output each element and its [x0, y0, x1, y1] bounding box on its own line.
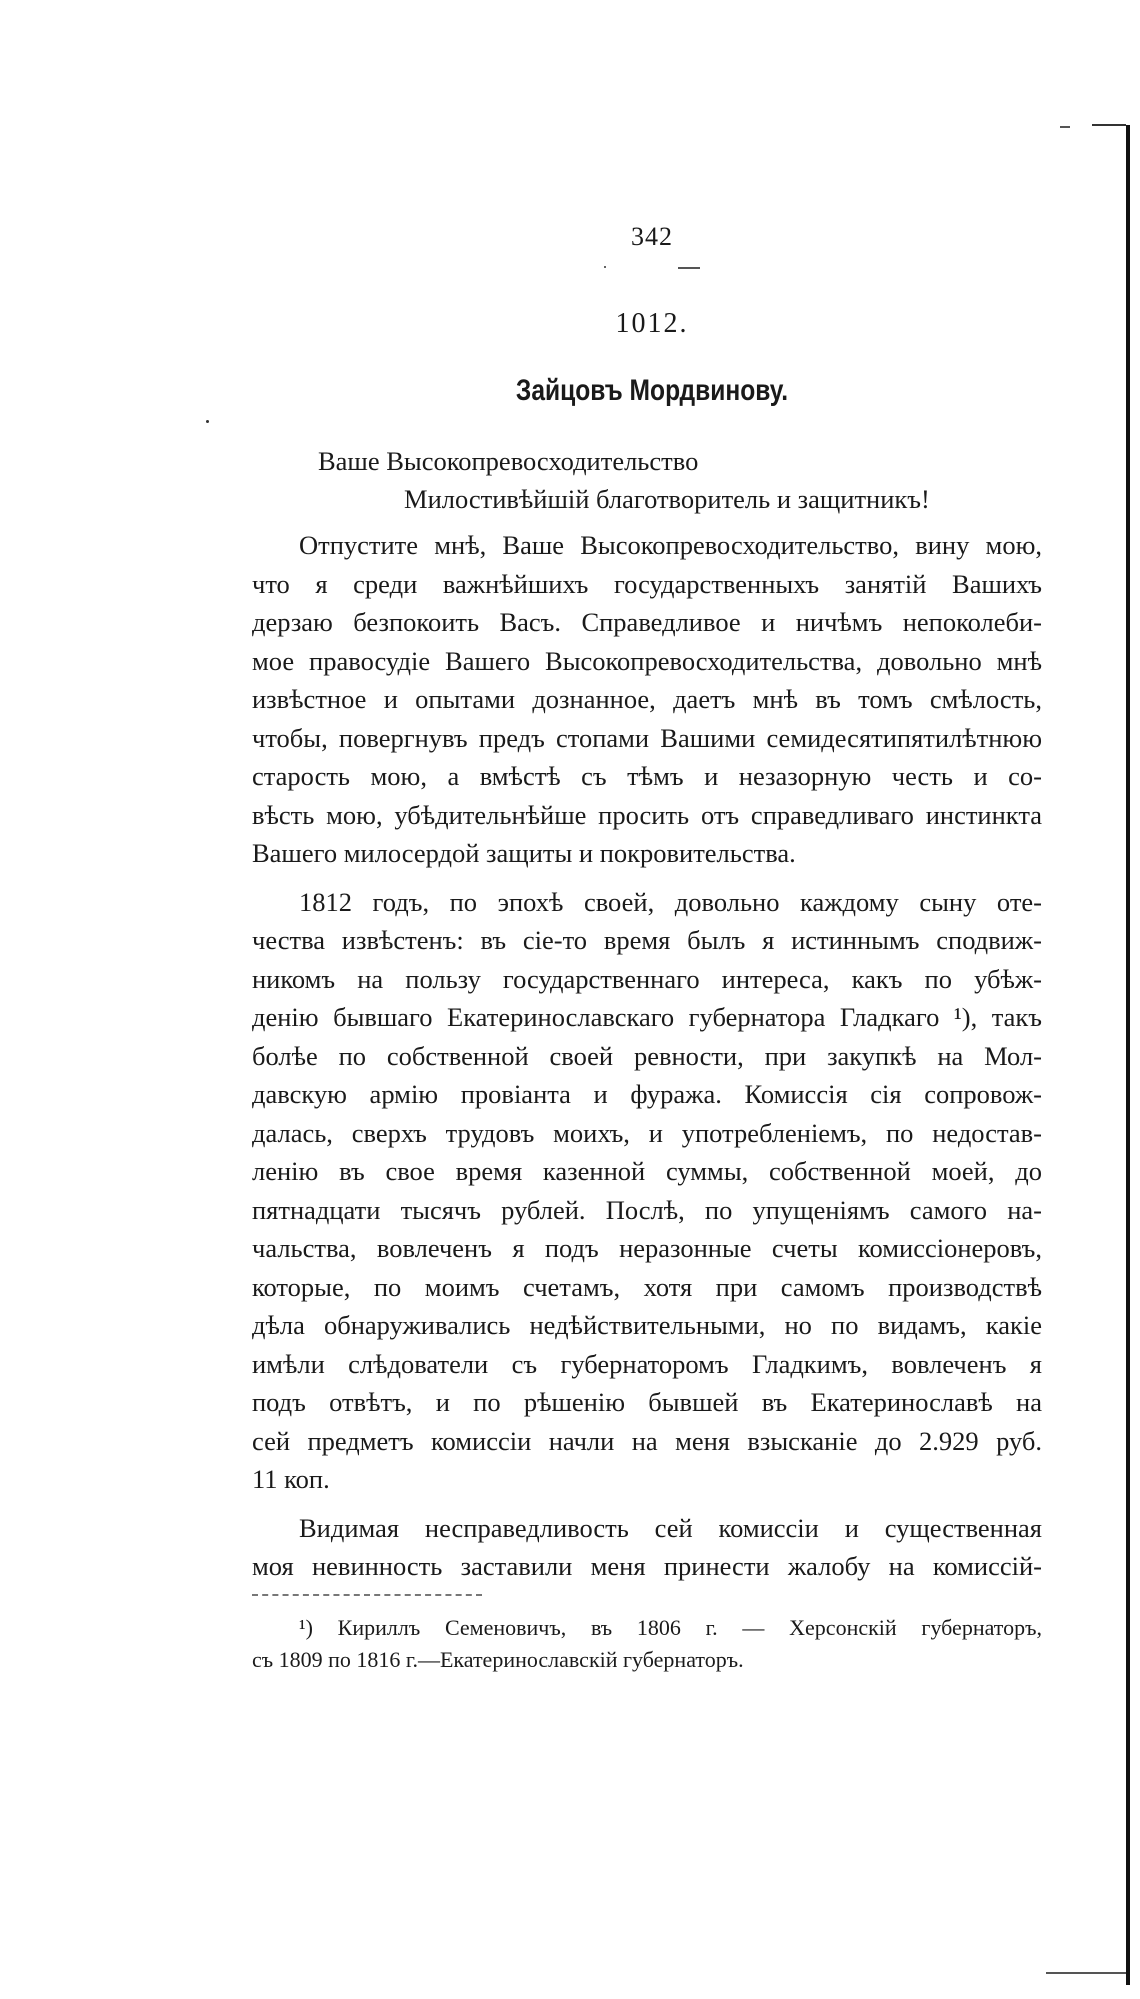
text-line: денію бывшаго Екатеринославскаго губернатора Гладкаго ¹), такъ [252, 1002, 1042, 1032]
page-number: 342 [631, 222, 673, 251]
document-number: 1012. [615, 308, 689, 339]
text-line: никомъ на пользу государственнаго интереса, какъ по убѣж- [252, 963, 1042, 994]
text-line: мое правосудіе Вашего Высокопревосходительства, довольно мнѣ [252, 645, 1042, 676]
scan-page-edge-top [1092, 124, 1126, 126]
paragraph [252, 1509, 1042, 1586]
scan-speck [206, 420, 209, 423]
text-line: Видимая несправедливость сей комиссіи и существенная [299, 1512, 1042, 1543]
text-line: давскую армію провіанта и фуража. Комиссія сія сопровож- [252, 1079, 1042, 1109]
scan-page-edge [1126, 125, 1130, 1985]
text-line: чества извѣстенъ: въ сіе-то время былъ я истиннымъ сподвиж- [252, 925, 1042, 955]
letter-title: Зайцовъ Мордвинову. [515, 374, 789, 407]
text-line: извѣстное и опытами дознанное, даетъ мнѣ въ томъ смѣлость, [252, 684, 1042, 714]
text-line: имѣли слѣдователи съ губернаторомъ Гладкимъ, вовлеченъ я [252, 1348, 1042, 1379]
text-line: моя невинность заставили меня принести жалобу на комиссій- [252, 1551, 1042, 1581]
text-line: далась, сверхъ трудовъ моихъ, и употребленіемъ, по недостав- [252, 1117, 1042, 1148]
text-line: болѣе по собственной своей ревности, при закупкѣ на Мол- [252, 1040, 1042, 1071]
text-line: 11 коп. [252, 1464, 330, 1494]
salutation-line: Милостивѣйшій благотворитель и защитникъ! [404, 484, 930, 514]
text-line: чальства, вовлеченъ я подъ неразонные счеты комиссіонеровъ, [252, 1233, 1042, 1263]
footnote-separator [252, 1594, 482, 1598]
text-line: пятнадцати тысячъ рублей. Послѣ, по упущеніямъ самого на- [252, 1194, 1042, 1225]
text-line: что я среди важнѣйшихъ государственныхъ занятій Вашихъ [252, 568, 1042, 599]
text-line: Вашего милосердой защиты и покровительства. [252, 838, 796, 868]
scan-artifact-dash [1060, 126, 1070, 128]
paragraph [252, 526, 1042, 873]
text-line: ленію въ свое время казенной суммы, собственной моей, до [252, 1156, 1042, 1186]
document-page [252, 222, 1042, 1676]
text-line: Отпустите мнѣ, Ваше Высокопревосходительство, вину мою, [299, 530, 1042, 560]
text-line: старость мою, а вмѣстѣ съ тѣмъ и незазорную честь и со- [252, 761, 1042, 791]
text-line: сей предметъ комиссіи начли на меня взысканіе до 2.929 руб. [252, 1425, 1042, 1456]
salutation-line: Ваше Высокопревосходительство [318, 446, 699, 476]
paragraph [252, 883, 1042, 1499]
text-line: подъ отвѣтъ, и по рѣшенію бывшей въ Екатеринославѣ на [252, 1387, 1042, 1417]
text-line: дѣла обнаруживались недѣйствительными, но по видамъ, какіе [252, 1310, 1042, 1340]
text-line: 1812 годъ, по эпохѣ своей, довольно каждому сыну оте- [299, 886, 1042, 917]
footnote-line: съ 1809 по 1816 г.—Екатеринославскій губернаторъ. [252, 1646, 744, 1672]
text-line: дерзаю безпокоить Васъ. Справедливое и ничѣмъ непоколеби- [252, 607, 1042, 637]
text-line: которые, по моимъ счетамъ, хотя при самомъ производствѣ [252, 1271, 1042, 1302]
scan-artifact-dash [1046, 1972, 1126, 1974]
footnote-line: ¹) Кириллъ Семеновичъ, въ 1806 г. — Херсонскій губернаторъ, [299, 1614, 1042, 1640]
footnote [252, 1612, 1042, 1676]
text-line: чтобы, повергнувъ предъ стопами Вашими семидесятипятилѣтнюю [252, 722, 1042, 753]
text-line: вѣсть мою, убѣдительнѣйше просить отъ справедливаго инстинкта [252, 799, 1042, 830]
